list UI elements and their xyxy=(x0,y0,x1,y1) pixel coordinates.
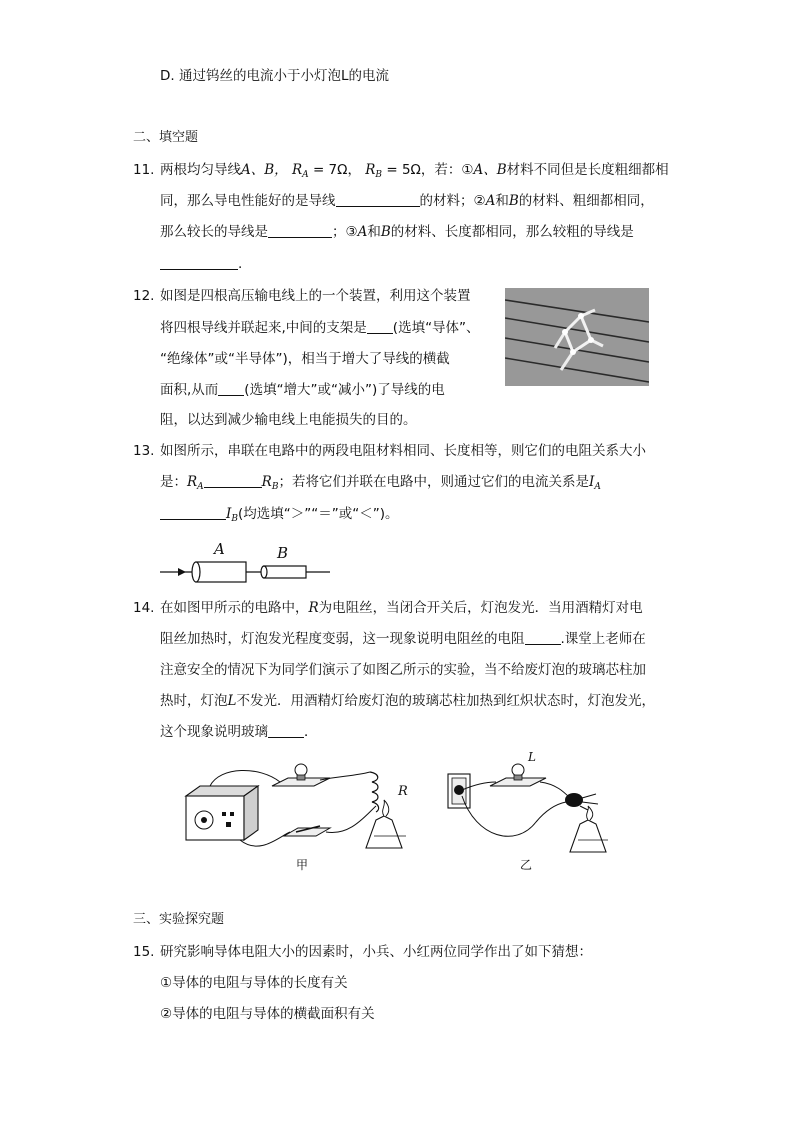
answer-blank[interactable] xyxy=(160,505,226,520)
q13-line-1: 如图所示，串联在电路中的两段电阻材料相同、长度相等，则它们的电阻关系大小 xyxy=(160,443,646,459)
q15-number: 15. xyxy=(133,944,155,960)
resistor-r-label: R xyxy=(398,784,408,799)
section-title-experiment: 三、实验探究题 xyxy=(133,912,225,927)
power-line-spacer-photo xyxy=(505,288,649,386)
q12-line-4: 面积,从而 (选填“增大”或“减小”)了导线的电 xyxy=(160,382,445,398)
circuit-figure-yi xyxy=(436,748,616,870)
q15-line-1: 研究影响导体电阻大小的因素时，小兵、小红两位同学作出了如下猜想： xyxy=(160,944,592,960)
section-title-fill-blank: 二、填空题 xyxy=(133,130,199,145)
answer-blank[interactable] xyxy=(160,255,238,270)
q11-line-2: 同，那么导电性能好的是导线 的材料；②A和B的材料、粗细都相同， xyxy=(160,193,654,209)
q14-line-5: 这个现象说明玻璃 ． xyxy=(160,724,318,740)
answer-blank[interactable] xyxy=(367,319,393,334)
answer-blank[interactable] xyxy=(268,223,332,238)
q12-line-1: 如图是四根高压输电线上的一个装置，利用这个装置 xyxy=(160,288,471,304)
answer-blank[interactable] xyxy=(525,630,561,645)
answer-blank[interactable] xyxy=(268,723,304,738)
q11-number: 11. xyxy=(133,162,155,178)
circuit-figure-jia xyxy=(180,756,420,872)
figure-jia-label: 甲 xyxy=(296,858,309,872)
q14-line-1: 在如图甲所示的电路中，R为电阻丝，当闭合开关后，灯泡发光．当用酒精灯对电 xyxy=(160,600,643,616)
q12-line-2: 将四根导线并联起来,中间的支架是 (选填“导体”、 xyxy=(160,320,480,336)
q12-line-5: 阻，以达到减少输电线上电能损失的目的。 xyxy=(160,412,417,428)
answer-blank[interactable] xyxy=(336,192,420,207)
answer-blank[interactable] xyxy=(218,381,244,396)
q10-option-d: D. 通过钨丝的电流小于小灯泡L的电流 xyxy=(160,68,389,84)
q14-line-3: 注意安全的情况下为同学们演示了如图乙所示的实验，当不给废灯泡的玻璃芯柱加 xyxy=(160,662,646,678)
answer-blank[interactable] xyxy=(204,473,262,488)
q11-line-4: . xyxy=(160,254,242,274)
q13-number: 13. xyxy=(133,443,155,459)
q11-line-3: 那么较长的导线是 ；③A和B的材料、长度都相同，那么较粗的导线是 xyxy=(160,224,634,240)
q15-line-3: ②导体的电阻与导体的横截面积有关 xyxy=(160,1006,375,1022)
q14-number: 14. xyxy=(133,600,155,616)
q14-line-4: 热时，灯泡L不发光．用酒精灯给废灯泡的玻璃芯柱加热到红炽状态时，灯泡发光， xyxy=(160,693,655,709)
figure-yi-label: 乙 xyxy=(520,858,533,872)
q14-line-2: 阻丝加热时，灯泡发光程度变弱，这一现象说明电阻丝的电阻 .课堂上老师在 xyxy=(160,631,646,647)
resistor-a-label: A xyxy=(214,540,225,558)
q13-line-2: 是：$R_A$ $R_B$；若将它们并联在电路中，则通过它们的电流关系是$I_A$ xyxy=(160,474,601,492)
bulb-l-label: L xyxy=(528,750,536,764)
q12-number: 12. xyxy=(133,288,155,304)
q12-line-3: “绝缘体”或“半导体”)，相当于增大了导线的横截 xyxy=(160,351,450,367)
q15-line-2: ①导体的电阻与导体的长度有关 xyxy=(160,975,348,991)
resistor-b-label: B xyxy=(277,544,289,562)
q13-line-3: $I_B$(均选填“＞”“＝”或“＜”)。 xyxy=(160,504,398,529)
q11-line-1: 两根均匀导线A、B， $R_A = 7\Omega$， $R_B = 5\Omega$，若：①A、B材料不同但是长度粗细都相 xyxy=(160,162,669,180)
series-resistor-figure xyxy=(160,540,335,586)
